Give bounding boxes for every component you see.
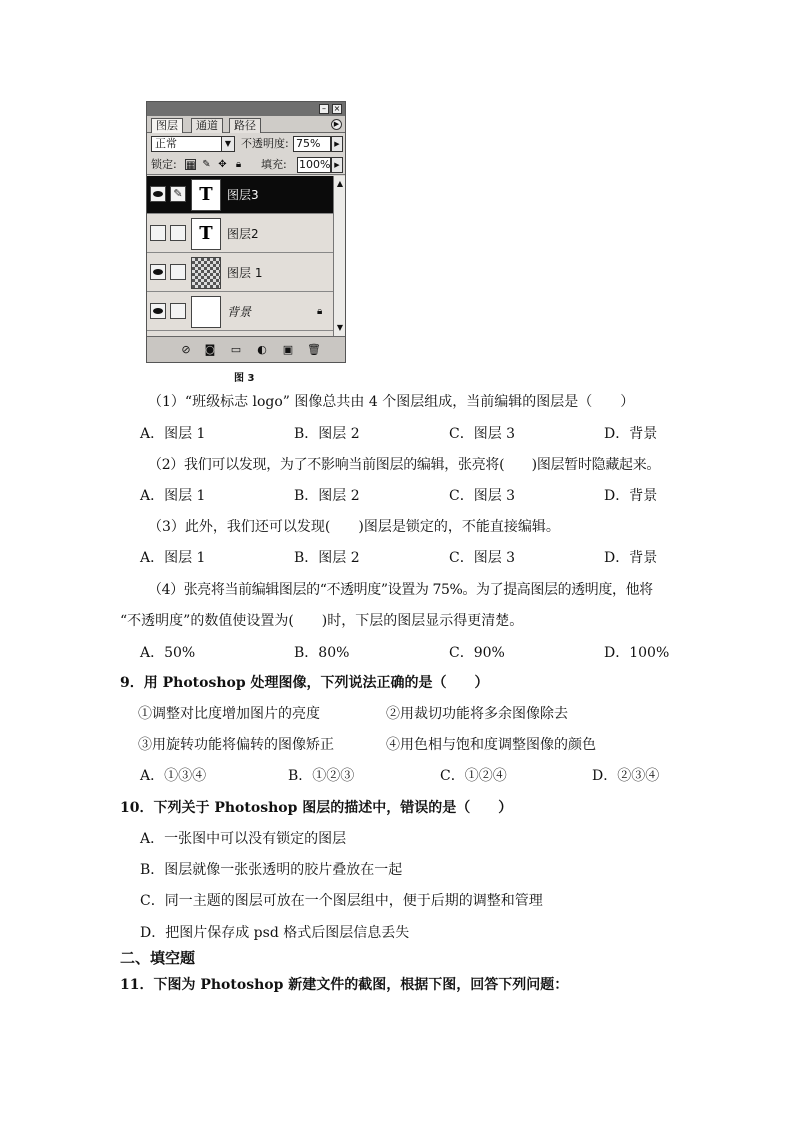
q11-stem: 11．下图为 Photoshop 新建文件的截图，根据下图，回答下列问题： bbox=[120, 977, 569, 993]
opacity-slider-icon[interactable]: ▶ bbox=[331, 136, 343, 152]
q8-sub1-option-a: A．图层 1 bbox=[140, 426, 206, 442]
q8-sub3-option-d: D．背景 bbox=[604, 550, 658, 566]
link-icon[interactable] bbox=[170, 225, 186, 241]
minimize-icon[interactable]: – bbox=[319, 104, 329, 114]
layer-row-1[interactable] bbox=[147, 254, 333, 292]
panel-menu-icon[interactable]: ▶ bbox=[331, 119, 342, 130]
brush-icon[interactable]: ✎ bbox=[170, 186, 186, 202]
q9-option-b: B．①②③ bbox=[288, 768, 355, 784]
tab-layers[interactable]: 图层 bbox=[151, 118, 183, 133]
lock-transparency-icon[interactable]: ▦ bbox=[186, 160, 196, 171]
q8-sub4-option-a: A．50% bbox=[140, 645, 196, 661]
tab-channels[interactable]: 通道 bbox=[191, 118, 223, 133]
q8-sub3-option-b: B．图层 2 bbox=[294, 550, 360, 566]
q8-sub3-option-c: C．图层 3 bbox=[449, 550, 516, 566]
text-layer-thumbnail-icon: T bbox=[191, 179, 221, 211]
q10-option-a: A．一张图中可以没有锁定的图层 bbox=[140, 831, 347, 847]
link-icon[interactable] bbox=[170, 303, 186, 319]
q8-sub2-stem: （2）我们可以发现，为了不影响当前图层的编辑，张亮将( )图层暂时隐藏起来。 bbox=[148, 457, 661, 473]
opacity-label: 不透明度: bbox=[241, 137, 289, 150]
eye-icon[interactable] bbox=[150, 186, 166, 202]
q8-sub3-stem: （3）此外，我们还可以发现( )图层是锁定的，不能直接编辑。 bbox=[148, 519, 560, 535]
scroll-up-icon[interactable]: ▲ bbox=[336, 179, 344, 188]
q9-item-3: ③用旋转功能将偏转的图像矫正 bbox=[138, 737, 334, 753]
layer-row-3[interactable] bbox=[147, 176, 333, 214]
lock-all-icon[interactable]: 🔒︎ bbox=[235, 159, 242, 170]
q9-item-1: ①调整对比度增加图片的亮度 bbox=[138, 706, 320, 722]
eye-icon[interactable] bbox=[150, 225, 166, 241]
q8-sub2-option-c: C．图层 3 bbox=[449, 488, 516, 504]
section-title: 二、填空题 bbox=[120, 949, 196, 967]
link-icon[interactable] bbox=[170, 264, 186, 280]
layers-scrollbar[interactable] bbox=[333, 176, 346, 336]
q8-sub2-option-d: D．背景 bbox=[604, 488, 658, 504]
lock-brush-icon[interactable]: ✎ bbox=[202, 159, 211, 170]
chevron-down-icon: ▼ bbox=[221, 137, 234, 151]
background-thumbnail-icon bbox=[191, 296, 221, 328]
adjustment-layer-icon[interactable]: ◐ bbox=[257, 343, 267, 356]
q10-option-b: B．图层就像一张张透明的胶片叠放在一起 bbox=[140, 862, 403, 878]
q8-sub4-option-b: B．80% bbox=[294, 645, 350, 661]
close-icon[interactable]: × bbox=[333, 104, 341, 113]
layer-row-background[interactable] bbox=[147, 293, 333, 331]
blend-mode-select[interactable] bbox=[151, 136, 235, 152]
blend-mode-value: 正常 bbox=[155, 137, 177, 150]
layer-mask-icon[interactable]: ◙ bbox=[204, 343, 216, 356]
q9-option-d: D．②③④ bbox=[592, 768, 660, 784]
q8-sub4-stem-line1: （4）张亮将当前编辑图层的“不透明度”设置为 75%。为了提高图层的透明度，他将 bbox=[148, 582, 653, 598]
layers-panel-figure bbox=[140, 98, 348, 388]
image-layer-thumbnail-icon bbox=[191, 257, 221, 289]
layer-style-icon[interactable]: ⊘ bbox=[181, 343, 191, 356]
fill-slider-icon[interactable]: ▶ bbox=[331, 157, 343, 173]
q10-option-d: D．把图片保存成 psd 格式后图层信息丢失 bbox=[140, 925, 410, 941]
blend-opacity-row bbox=[147, 133, 345, 155]
layer-row-2[interactable] bbox=[147, 215, 333, 253]
q9-option-c: C．①②④ bbox=[440, 768, 507, 784]
fill-label: 填充: bbox=[261, 158, 287, 171]
panel-titlebar bbox=[147, 102, 345, 116]
lock-fill-row bbox=[147, 155, 345, 175]
q9-option-a: A．①③④ bbox=[140, 768, 207, 784]
text-layer-thumbnail-icon: T bbox=[191, 218, 221, 250]
q8-sub1-option-d: D．背景 bbox=[604, 426, 658, 442]
q9-stem: 9．用 Photoshop 处理图像，下列说法正确的是（ ） bbox=[120, 675, 489, 691]
q8-sub4-option-d: D．100% bbox=[604, 645, 670, 661]
new-group-icon[interactable]: ▭ bbox=[230, 343, 242, 356]
q8-sub2-option-b: B．图层 2 bbox=[294, 488, 360, 504]
lock-label: 锁定: bbox=[151, 158, 177, 171]
panel-bottom-toolbar bbox=[147, 336, 346, 363]
tab-paths[interactable]: 路径 bbox=[229, 118, 261, 133]
q8-sub1-option-b: B．图层 2 bbox=[294, 426, 360, 442]
fill-input[interactable]: 100% bbox=[299, 158, 331, 171]
q10-stem: 10．下列关于 Photoshop 图层的描述中，错误的是（ ） bbox=[120, 800, 513, 816]
trash-icon[interactable]: 🗑︎ bbox=[307, 343, 321, 356]
q10-option-c: C．同一主题的图层可放在一个图层组中，便于后期的调整和管理 bbox=[140, 893, 543, 909]
q8-sub3-option-a: A．图层 1 bbox=[140, 550, 206, 566]
q8-sub2-option-a: A．图层 1 bbox=[140, 488, 206, 504]
layers-panel bbox=[146, 101, 346, 363]
lock-move-icon[interactable]: ✥ bbox=[218, 159, 227, 170]
layer-name: 图层 1 bbox=[227, 266, 263, 280]
lock-icon: 🔒︎ bbox=[317, 306, 323, 317]
scroll-down-icon[interactable]: ▼ bbox=[336, 323, 344, 332]
q8-sub4-option-c: C．90% bbox=[449, 645, 505, 661]
q8-sub1-stem: （1）“班级标志 logo” 图像总共由 4 个图层组成，当前编辑的图层是（ ） bbox=[148, 394, 635, 410]
q8-sub1-option-c: C．图层 3 bbox=[449, 426, 516, 442]
layer-name: 背景 bbox=[227, 305, 252, 319]
layer-name: 图层3 bbox=[227, 188, 259, 202]
q8-sub4-stem-line2: “不透明度”的数值使设置为( )时，下层的图层显示得更清楚。 bbox=[120, 613, 524, 629]
q9-item-4: ④用色相与饱和度调整图像的颜色 bbox=[386, 737, 596, 753]
eye-icon[interactable] bbox=[150, 264, 166, 280]
figure-caption: 图 3 bbox=[234, 373, 255, 384]
opacity-input[interactable]: 75% bbox=[293, 136, 331, 152]
panel-tabs bbox=[147, 116, 345, 133]
q9-item-2: ②用裁切功能将多余图像除去 bbox=[386, 706, 568, 722]
eye-icon[interactable] bbox=[150, 303, 166, 319]
new-layer-icon[interactable]: ▣ bbox=[282, 343, 294, 356]
layers-list bbox=[147, 176, 333, 336]
layer-name: 图层2 bbox=[227, 227, 259, 241]
